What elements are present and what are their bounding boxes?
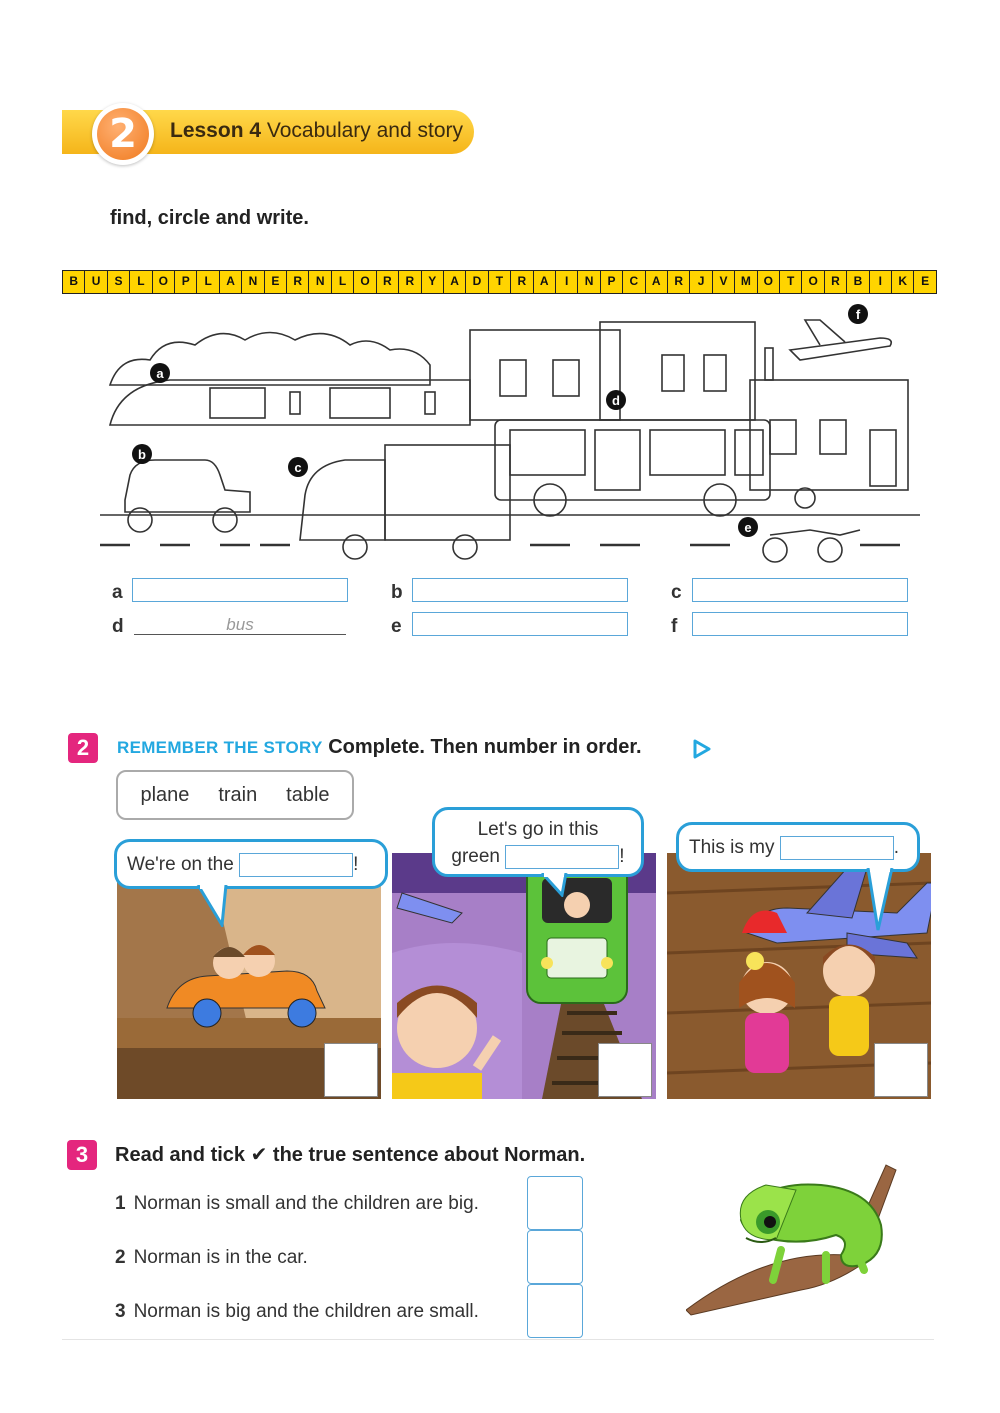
word-search-letter[interactable]: A (646, 271, 668, 293)
activity2-number: 2 (68, 733, 98, 763)
activity1-instruction: find, circle and write. (110, 207, 309, 229)
bubble3-text: This is my (689, 837, 775, 858)
answer-label-b: b (391, 582, 403, 603)
activity2-instruction: Complete. Then number in order. (328, 736, 642, 758)
word-search-letter[interactable]: O (802, 271, 824, 293)
bubble1-text: We're on the (127, 854, 234, 875)
answer-label-a: a (112, 582, 123, 603)
svg-text:d: d (612, 393, 620, 408)
bubble2-line1: Let's go in this (477, 819, 599, 840)
bubble1-end: ! (353, 854, 359, 875)
chameleon-norman-illustration (686, 1160, 932, 1320)
word-search-letter[interactable]: R (668, 271, 690, 293)
page-divider (62, 1339, 934, 1340)
answer-input-b[interactable] (412, 578, 628, 602)
word-bank-item: table (286, 783, 330, 806)
bubble1-gap-input[interactable] (239, 853, 353, 877)
order-box-2[interactable] (598, 1043, 652, 1097)
word-search-letter[interactable]: V (713, 271, 735, 293)
marker-c (288, 457, 308, 477)
motorbike-wheel (763, 538, 787, 562)
marker-f (848, 304, 868, 324)
marker-e (738, 517, 758, 537)
order-box-1[interactable] (324, 1043, 378, 1097)
sentence-3-number: 3 (115, 1301, 126, 1322)
lorry-box (385, 445, 510, 540)
bubble3-end: . (893, 837, 900, 858)
speech-bubble-1 (114, 839, 388, 889)
bus-body (495, 420, 770, 500)
word-search-letter[interactable]: R (399, 271, 421, 293)
bubble2-end: ! (619, 846, 625, 867)
word-search-letter[interactable]: D (466, 271, 488, 293)
word-search-letter[interactable]: E (265, 271, 287, 293)
word-search-letter[interactable]: T (780, 271, 802, 293)
sentence-1-text: Norman is small and the children are big. (133, 1193, 479, 1214)
svg-text:b: b (138, 447, 146, 462)
sentence-1-number: 1 (115, 1193, 126, 1214)
word-search-letter[interactable]: N (242, 271, 264, 293)
tick-box-2[interactable] (527, 1230, 583, 1284)
building-left (470, 330, 620, 420)
svg-text:e: e (744, 520, 752, 535)
word-search-letter[interactable]: U (85, 271, 107, 293)
speech-bubble-2 (432, 807, 644, 877)
tick-box-1[interactable] (527, 1176, 583, 1230)
svg-text:f: f (855, 307, 861, 322)
word-search-letter[interactable]: Y (422, 271, 444, 293)
bubble2-tail (540, 873, 570, 897)
bubble1-tail (196, 885, 230, 927)
sentence-3 (115, 1301, 479, 1323)
word-search-letter[interactable]: R (825, 271, 847, 293)
activity2-title (117, 736, 642, 759)
bubble3-gap-input[interactable] (780, 836, 894, 860)
word-search-letter[interactable]: P (175, 271, 197, 293)
bubble3-tail (866, 868, 896, 932)
svg-text:a: a (156, 366, 164, 381)
word-search-letter[interactable]: C (623, 271, 645, 293)
word-search-letter[interactable]: S (108, 271, 130, 293)
word-search-letter[interactable]: N (309, 271, 331, 293)
word-search-letter[interactable]: P (601, 271, 623, 293)
lesson-number: Lesson 4 (170, 119, 262, 142)
marker-a (150, 363, 170, 383)
word-search-letter[interactable]: O (354, 271, 376, 293)
bubble2-gap-input[interactable] (505, 845, 619, 869)
word-search-letter[interactable]: N (578, 271, 600, 293)
word-search-letter[interactable]: L (197, 271, 219, 293)
building-right (750, 380, 908, 490)
word-search-letter[interactable]: I (556, 271, 578, 293)
marker-d (606, 390, 626, 410)
unit-badge (92, 103, 154, 165)
lesson-title (170, 119, 463, 143)
marker-b (132, 444, 152, 464)
word-search-letter[interactable]: K (892, 271, 914, 293)
word-search-letter[interactable]: L (332, 271, 354, 293)
answer-example-d: bus (134, 611, 346, 635)
word-bank (116, 770, 354, 820)
sentence-2-number: 2 (115, 1247, 126, 1268)
word-bank-item: plane (140, 783, 190, 806)
word-search-letter[interactable]: E (921, 274, 930, 288)
activity3-number: 3 (67, 1140, 97, 1170)
word-search-letter[interactable]: I (870, 271, 892, 293)
word-search-letter[interactable]: B (847, 271, 869, 293)
svg-text:c: c (294, 460, 302, 475)
bubble2-text: green (451, 846, 501, 867)
sentence-2 (115, 1247, 308, 1269)
answer-input-a[interactable] (132, 578, 348, 602)
story-panel-2 (392, 853, 656, 1099)
word-search-letter[interactable]: A (534, 271, 556, 293)
lorry-cab (300, 460, 385, 540)
word-search-letter[interactable]: T (489, 271, 511, 293)
word-search-letter[interactable]: J (690, 271, 712, 293)
activity3-instruction: Read and tick ✔ the true sentence about Norman. (115, 1144, 586, 1166)
word-search-letter[interactable]: A (444, 271, 466, 293)
word-search-letter[interactable]: R (287, 271, 309, 293)
word-search-letter[interactable]: L (130, 271, 152, 293)
street-illustration (100, 300, 920, 570)
answer-input-f[interactable] (692, 612, 908, 636)
speech-bubble-3 (676, 822, 920, 872)
word-search-letter[interactable]: R (511, 271, 533, 293)
play-audio-icon[interactable] (692, 738, 712, 760)
sentence-2-text: Norman is in the car. (133, 1247, 308, 1268)
answer-label-c: c (671, 582, 682, 603)
unit-number: 2 (97, 108, 149, 160)
word-search-letter[interactable]: M (735, 271, 757, 293)
word-search-letter[interactable]: A (220, 271, 242, 293)
answer-label-f: f (671, 616, 678, 637)
answer-input-c[interactable] (692, 578, 908, 602)
car-body (125, 460, 250, 512)
answer-label-e: e (391, 616, 402, 637)
order-box-3[interactable] (874, 1043, 928, 1097)
sentence-1 (115, 1193, 479, 1215)
story-panel-1 (117, 853, 381, 1099)
word-search-letter[interactable]: B (63, 271, 85, 293)
word-bank-item: train (218, 783, 258, 806)
answer-input-e[interactable] (412, 612, 628, 636)
word-search-letter[interactable]: R (377, 271, 399, 293)
tick-box-3[interactable] (527, 1284, 583, 1338)
activity2-tag: REMEMBER THE STORY (117, 738, 323, 757)
word-search-strip (62, 270, 937, 294)
sentence-3-text: Norman is big and the children are small. (133, 1301, 479, 1322)
plane-body (790, 338, 891, 360)
word-search-letter[interactable]: O (758, 271, 780, 293)
word-search-letter[interactable]: O (153, 271, 175, 293)
answer-label-d: d (112, 616, 124, 637)
lesson-topic: Vocabulary and story (266, 119, 464, 142)
